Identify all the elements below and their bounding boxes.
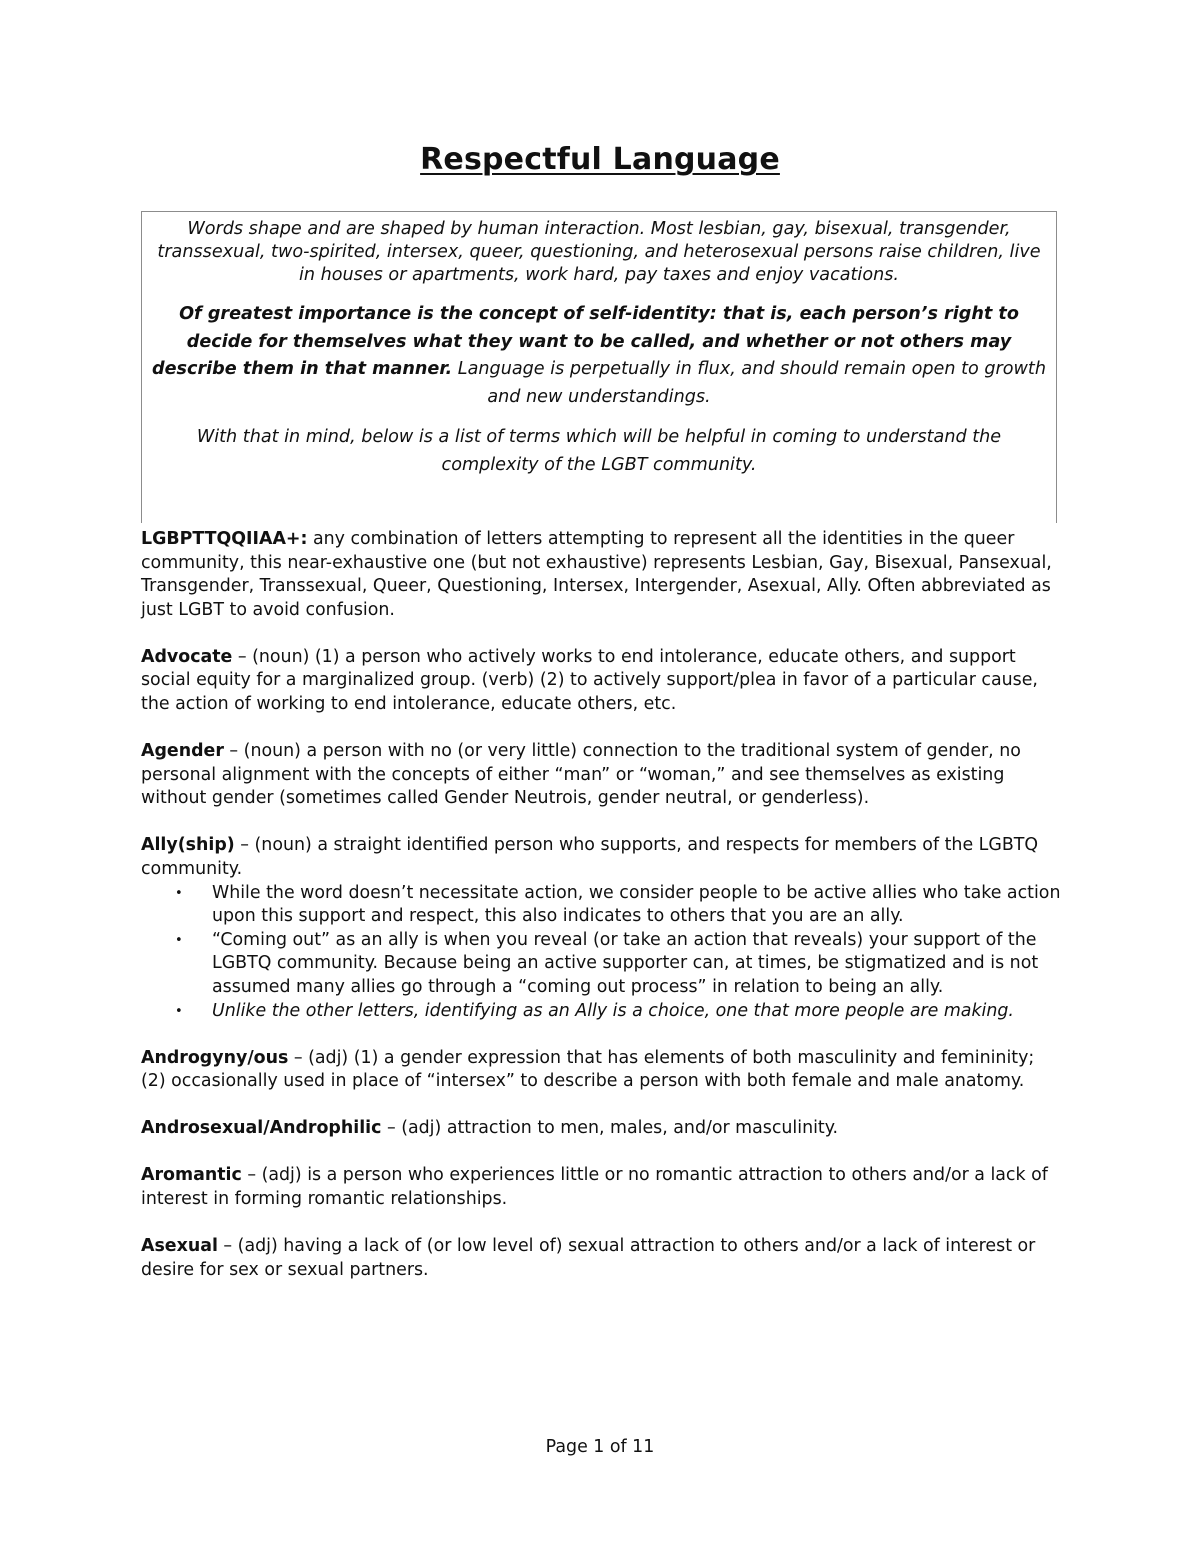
glossary-entry-lgbpttqqiiaa (141, 528, 1063, 622)
list-item (175, 929, 1063, 1000)
glossary-term: Androgyny/ous (141, 1047, 289, 1068)
glossary-entry-androgyny (141, 1047, 1063, 1094)
bullet-icon: • (175, 932, 183, 948)
glossary-definition: – (adj) having a lack of (or low level of) sexual attraction to others and/or a lack of interest or desire for sex or sexual partners. (141, 1236, 1036, 1280)
glossary-entry-aromantic (141, 1164, 1063, 1211)
bullet-icon: • (175, 1003, 183, 1019)
glossary-entry-asexual (141, 1235, 1063, 1282)
glossary-entry-advocate (141, 646, 1063, 717)
glossary-entry-allyship (141, 834, 1063, 1023)
page-title: Respectful Language (420, 142, 780, 177)
glossary-term: Asexual (141, 1236, 218, 1257)
glossary-entry-androsexual (141, 1117, 1063, 1141)
glossary-definition: – (noun) a straight identified person who supports, and respects for members of the LGBTQ community. (141, 835, 1039, 880)
list-item (175, 1000, 1063, 1024)
glossary-definition: – (adj) is a person who experiences little or no romantic attraction to others and/or a lack of interest in forming romantic relationships. (141, 1165, 1048, 1210)
intro-paragraph-2-rest: Language is perpetually in flux, and should remain open to growth and new understandings. (452, 359, 1046, 407)
glossary-term: Advocate (141, 646, 233, 667)
intro-emphasis: Of greatest importance is the concept of self-identity: that is, each person’s right to decide for themselves what they want to be called, and whether or not others may describe them in that manner. (152, 304, 1019, 379)
list-item (175, 882, 1063, 929)
allyship-bullet-list (141, 882, 1063, 1024)
glossary-entry-agender (141, 740, 1063, 811)
page-number: Page 1 of 11 (545, 1437, 655, 1457)
bullet-text: Unlike the other letters, identifying as an Ally is a choice, one that more people are making. (212, 1000, 1014, 1021)
glossary-definition: – (adj) attraction to men, males, and/or masculinity. (381, 1118, 839, 1139)
intro-paragraph-1: Words shape and are shaped by human interaction. Most lesbian, gay, bisexual, transgender, transsexual, two-spirited, intersex, queer, questioning, and heterosexual persons raise children, live in houses or apartments, work hard, pay taxes and enjoy vacations. (157, 219, 1041, 285)
intro-box (141, 211, 1057, 523)
intro-paragraph-3: With that in mind, below is a list of terms which will be helpful in coming to understand the complexity of the LGBT community. (196, 427, 1002, 475)
glossary-term: Ally(ship) (141, 835, 235, 856)
glossary-definition: – (adj) (1) a gender expression that has elements of both masculinity and femininity; (2) occasionally used in place of “intersex” to describe a person with both female and male anatomy. (141, 1047, 1035, 1092)
bullet-text: “Coming out” as an ally is when you reveal (or take an action that reveals) your support of the LGBTQ community. Because being an active supporter can, at times, be stigmatized and is not assumed many allies go through a “coming out process” in relation to being an ally. (212, 929, 1039, 997)
glossary-entry-allyship-text (141, 834, 1063, 881)
glossary-definition: – (noun) (1) a person who actively works to end intolerance, educate others, and support social equity for a marginalized group. (verb) (2) to actively support/plea in favor of a particular cause, the action of working to end intolerance, educate others, etc. (141, 646, 1038, 715)
bullet-text: While the word doesn’t necessitate action, we consider people to be active allies who take action upon this support and respect, this also indicates to others that you are an ally. (212, 882, 1061, 927)
glossary-definition: – (noun) a person with no (or very little) connection to the traditional system of gender, no personal alignment with the concepts of either “man” or “woman,” and see themselves as existing without gender (sometimes called Gender Neutrois, gender neutral, or genderless). (141, 741, 1021, 809)
intro-paragraph-2 (148, 301, 1050, 411)
bullet-icon: • (175, 885, 183, 901)
glossary-term: Aromantic (141, 1165, 242, 1186)
glossary-definition: any combination of letters attempting to represent all the identities in the queer community, this near-exhaustive one (but not exhaustive) represents Lesbian, Gay, Bisexual, Pansexual, Transgender, Transsexual, Queer, Questioning, Intersex, Intergender, Asexual, Ally. Often abbreviated as just LGBT to avoid confusion. (141, 529, 1052, 620)
glossary (141, 528, 1063, 1306)
glossary-term: Agender (141, 741, 224, 762)
glossary-term: LGBPTTQQIIAA+: (141, 529, 308, 549)
glossary-term: Androsexual/Androphilic (141, 1118, 382, 1139)
